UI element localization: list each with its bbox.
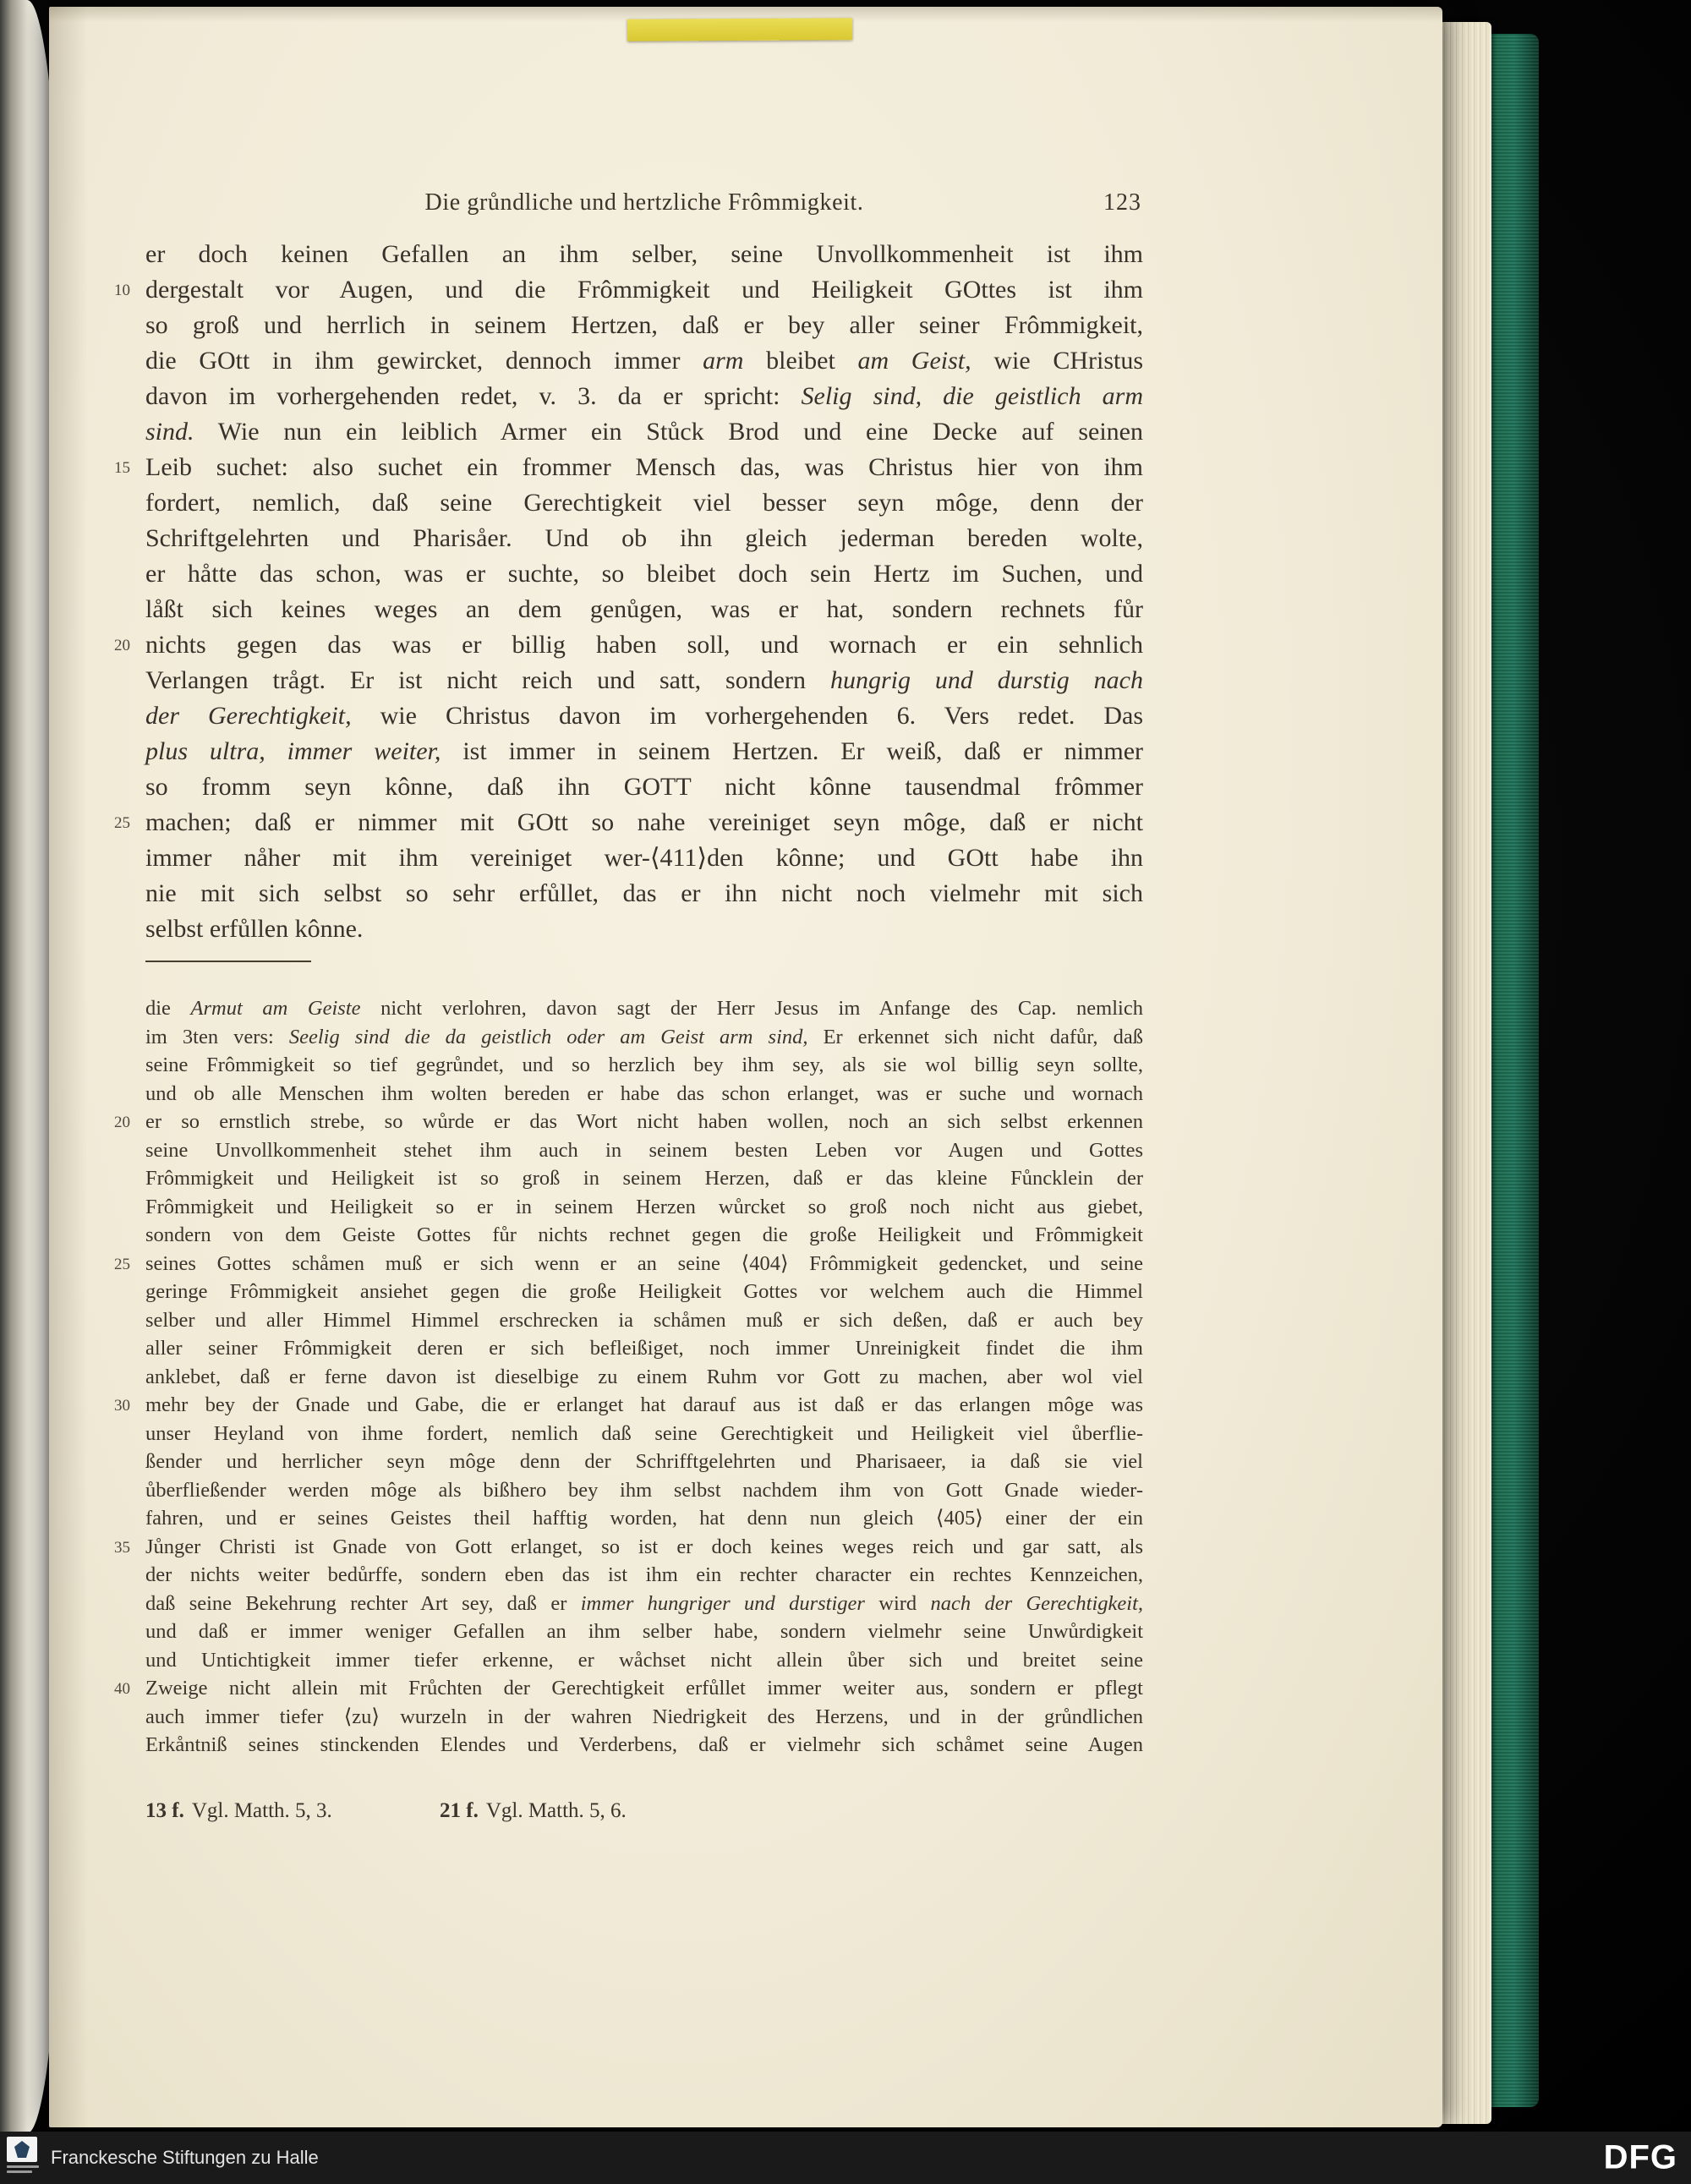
line-text: der nichts weiter bedůrffe, sondern eben das ist ihm ein rechter character ein rechtes Kennzeichen, <box>145 1563 1143 1586</box>
logo-caption-lines <box>7 2165 42 2173</box>
text-line <box>114 1391 1143 1420</box>
bookmark-ribbon <box>627 18 852 41</box>
running-header <box>145 189 1143 216</box>
book-page <box>49 7 1442 2127</box>
text-line <box>145 1448 1143 1476</box>
line-text: nie mit sich selbst so sehr erfůllet, das er ihn nicht noch vielmehr mit sich <box>145 879 1143 907</box>
line-text: seines Gottes schåmen muß er sich wenn er an seine ⟨404⟩ Frômmigkeit gedencket, und seine <box>145 1251 1143 1275</box>
line-text: seine Frômmigkeit so tief gegrůndet, und so herzlich bey ihm sey, als sie wol billig seyn sollte, <box>145 1054 1143 1076</box>
line-text: fordert, nemlich, daß seine Gerechtigkeit viel besser seyn môge, denn der <box>145 489 1143 517</box>
text-line <box>145 1306 1143 1335</box>
text-line <box>145 1363 1143 1392</box>
line-text: anklebet, daß er ferne davon ist dieselbige zu einem Ruhm vor Gott zu machen, aber wol viel <box>145 1365 1143 1388</box>
text-line <box>145 840 1143 876</box>
footnote-label: 21 f. <box>440 1799 479 1822</box>
line-text: Frômmigkeit und Heiligkeit ist so groß in seinem Herzen, daß er das kleine Fůncklein der <box>145 1167 1143 1190</box>
line-text: unser Heyland von ihme fordert, nemlich daß seine Gerechtigkeit und Heiligkeit viel ůberflie- <box>145 1421 1143 1445</box>
text-line <box>145 1476 1143 1505</box>
text-line <box>114 805 1143 840</box>
text-line <box>145 1703 1143 1732</box>
text-line <box>145 698 1143 734</box>
line-text: sind. Wie nun ein leiblich Armer ein Stůck Brod und eine Decke auf seinen <box>145 418 1143 446</box>
page-number: 123 <box>1103 189 1141 216</box>
text-line <box>145 556 1143 592</box>
text-line <box>145 414 1143 450</box>
text-line <box>145 1646 1143 1675</box>
line-text: er so ernstlich strebe, so wůrde er das Wort nicht haben wollen, noch an sich selbst erkennen <box>145 1110 1143 1133</box>
line-text: Zweige nicht allein mit Frůchten der Gerechtigkeit erfůllet immer weiter aus, sondern er pflegt <box>145 1677 1143 1700</box>
line-text: die Armut am Geiste nicht verlohren, davon sagt der Herr Jesus im Anfange des Cap. nemlich <box>145 997 1143 1020</box>
text-line <box>114 1533 1143 1562</box>
line-text: ůberfließender werden môge als bißhero bey ihm selbst nachdem ihm von Gott Gnade wieder- <box>145 1478 1143 1502</box>
footnote-label: 13 f. <box>145 1799 184 1822</box>
text-line <box>145 1278 1143 1306</box>
text-line <box>145 343 1143 379</box>
text-line <box>145 521 1143 556</box>
logo-emblem-icon <box>7 2137 37 2162</box>
text-line <box>145 1164 1143 1193</box>
line-text: im 3ten vers: Seelig sind die da geistlich oder am Geist arm sind, Er erkennet sich nicht dafůr, daß <box>145 1025 1143 1048</box>
line-text: immer nåher mit ihm vereiniget wer-⟨411⟩den kônne; und GOtt habe ihn <box>145 844 1143 872</box>
footnote-item <box>440 1799 627 1823</box>
text-line <box>114 1108 1143 1136</box>
text-line <box>145 485 1143 521</box>
text-line <box>114 627 1143 663</box>
line-text: nichts gegen das was er billig haben soll, und wornach er ein sehnlich <box>145 631 1143 659</box>
line-text: Leib suchet: also suchet ein frommer Mensch das, was Christus hier von ihm <box>145 453 1143 481</box>
dfg-logo: DFG <box>1603 2138 1677 2176</box>
margin-line-number: 10 <box>114 282 130 299</box>
line-text: Schriftgelehrten und Pharisåer. Und ob ihn gleich jederman bereden wolte, <box>145 524 1143 552</box>
footnote-item <box>145 1799 332 1823</box>
line-text: die GOtt in ihm gewircket, dennoch immer arm bleibet am Geist, wie CHristus <box>145 347 1143 375</box>
line-text: Frômmigkeit und Heiligkeit so er in seinem Herzen wůrcket so groß noch nicht aus giebet, <box>145 1195 1143 1218</box>
text-line <box>145 1334 1143 1363</box>
text-line <box>145 1221 1143 1250</box>
margin-line-number: 40 <box>114 1680 130 1698</box>
footnote-text: Vgl. Matth. 5, 3. <box>191 1799 332 1822</box>
text-line <box>145 911 1143 947</box>
running-header-title: Die grůndliche und hertzliche Frômmigkeit. <box>424 189 864 216</box>
margin-line-number: 20 <box>114 637 130 654</box>
line-text: so fromm seyn kônne, daß ihn GOTT nicht kônne tausendmal frômmer <box>145 773 1143 801</box>
text-line <box>114 272 1143 308</box>
text-line <box>145 1731 1143 1760</box>
line-text: mehr bey der Gnade und Gabe, die er erlanget hat darauf aus ist daß er das erlangen môge was <box>145 1393 1143 1416</box>
text-line <box>145 1023 1143 1052</box>
franckesche-stiftungen-logo <box>7 2137 42 2179</box>
text-line <box>145 1617 1143 1646</box>
line-text: machen; daß er nimmer mit GOtt so nahe vereiniget seyn môge, daß er nicht <box>145 808 1143 836</box>
margin-line-number: 20 <box>114 1114 130 1131</box>
line-text: sondern von dem Geiste Gottes fůr nichts rechnet gegen die große Heiligkeit und Frômmigkeit <box>145 1223 1143 1246</box>
page-stack-edge <box>1436 22 1491 2124</box>
text-line <box>114 1674 1143 1703</box>
line-text: er håtte das schon, was er suchte, so bleibet doch sein Hertz im Suchen, und <box>145 560 1143 588</box>
text-line <box>145 1504 1143 1533</box>
line-text: låßt sich keines weges an dem genůgen, was er hat, sondern rechnets fůr <box>145 595 1143 623</box>
line-text: Jůnger Christi ist Gnade von Gott erlanget, so ist er doch keines weges reich und gar satt, als <box>145 1535 1143 1558</box>
margin-line-number: 30 <box>114 1397 130 1415</box>
institution-name: Franckesche Stiftungen zu Halle <box>51 2147 319 2168</box>
margin-line-number: 25 <box>114 1255 130 1273</box>
line-text: davon im vorhergehenden redet, v. 3. da er spricht: Selig sind, die geistlich arm <box>145 382 1143 410</box>
text-line <box>145 1561 1143 1590</box>
text-line <box>114 450 1143 485</box>
footnote-text: Vgl. Matth. 5, 6. <box>485 1799 627 1822</box>
text-line <box>145 663 1143 698</box>
line-text: selbst erfůllen kônne. <box>145 915 364 943</box>
line-text: Erkåntniß seines stinckenden Elendes und Verderbens, daß er vielmehr sich schåmet seine Augen <box>145 1733 1143 1756</box>
line-text: plus ultra, immer weiter, ist immer in seinem Hertzen. Er weiß, daß er nimmer <box>145 737 1144 765</box>
line-text: Verlangen trågt. Er ist nicht reich und satt, sondern hungrig und durstig nach <box>145 666 1143 694</box>
line-text: und Untichtigkeit immer tiefer erkenne, er wåchset nicht allein ůber sich und breitet seine <box>145 1648 1143 1672</box>
margin-line-number: 35 <box>114 1538 130 1557</box>
apparatus-block <box>114 994 1143 1760</box>
text-line <box>145 237 1143 272</box>
text-line <box>145 1193 1143 1222</box>
text-line <box>145 379 1143 414</box>
line-text: daß seine Bekehrung rechter Art sey, daß er immer hungriger und durstiger wird nach der Gerechtigkeit, <box>145 1591 1143 1615</box>
line-text: dergestalt vor Augen, und die Frômmigkeit und Heiligkeit GOttes ist ihm <box>145 276 1143 304</box>
text-line <box>145 1080 1143 1108</box>
text-line <box>145 1051 1143 1080</box>
text-line <box>145 308 1143 343</box>
line-text: und ob alle Menschen ihm wolten bereden er habe das schon erlanget, was er suche und wornach <box>145 1081 1143 1105</box>
line-text: der Gerechtigkeit, wie Christus davon im vorhergehenden 6. Vers redet. Das <box>145 702 1143 730</box>
line-text: fahren, und er seines Geistes theil hafftig worden, hat denn nun gleich ⟨405⟩ einer der ein <box>145 1507 1143 1530</box>
text-line <box>145 876 1143 911</box>
line-text: ßender und herrlicher seyn môge denn der Schrifftgelehrten und Pharisaeer, ia daß sie viel <box>145 1450 1143 1473</box>
text-line <box>145 1136 1143 1165</box>
viewer-footer-bar <box>0 2132 1691 2184</box>
text-line <box>145 734 1143 769</box>
text-line <box>145 1420 1143 1448</box>
line-text: und daß er immer weniger Gefallen an ihm selber habe, sondern vielmehr seine Unwůrdigkeit <box>145 1620 1143 1643</box>
line-text: aller seiner Frômmigkeit deren er sich befleißiget, noch immer Unreinigkeit findet die ihm <box>145 1337 1143 1360</box>
text-line <box>145 769 1143 805</box>
line-text: selber und aller Himmel Himmel erschrecken ia schåmen muß er sich deßen, daß er auch bey <box>145 1308 1143 1332</box>
main-text-block <box>114 237 1144 947</box>
text-line <box>145 592 1143 627</box>
margin-line-number: 25 <box>114 814 130 832</box>
line-text: so groß und herrlich in seinem Hertzen, daß er bey aller seiner Frômmigkeit, <box>145 311 1143 339</box>
text-line <box>145 994 1143 1023</box>
line-text: seine Unvollkommenheit stehet ihm auch in seinem besten Leben vor Augen und Gottes <box>145 1138 1143 1162</box>
line-text: geringe Frômmigkeit ansiehet gegen die große Heiligkeit Gottes vor welchem auch die Himmel <box>145 1280 1143 1303</box>
text-line <box>145 1590 1143 1618</box>
line-text: auch immer tiefer ⟨zu⟩ wurzeln in der wahren Niedrigkeit des Herzens, und in der grůndlichen <box>145 1705 1143 1728</box>
apparatus-separator-rule <box>145 961 311 962</box>
line-text: er doch keinen Gefallen an ihm selber, seine Unvollkommenheit ist ihm <box>145 240 1143 268</box>
margin-line-number: 15 <box>114 459 130 477</box>
text-line <box>114 1250 1143 1278</box>
